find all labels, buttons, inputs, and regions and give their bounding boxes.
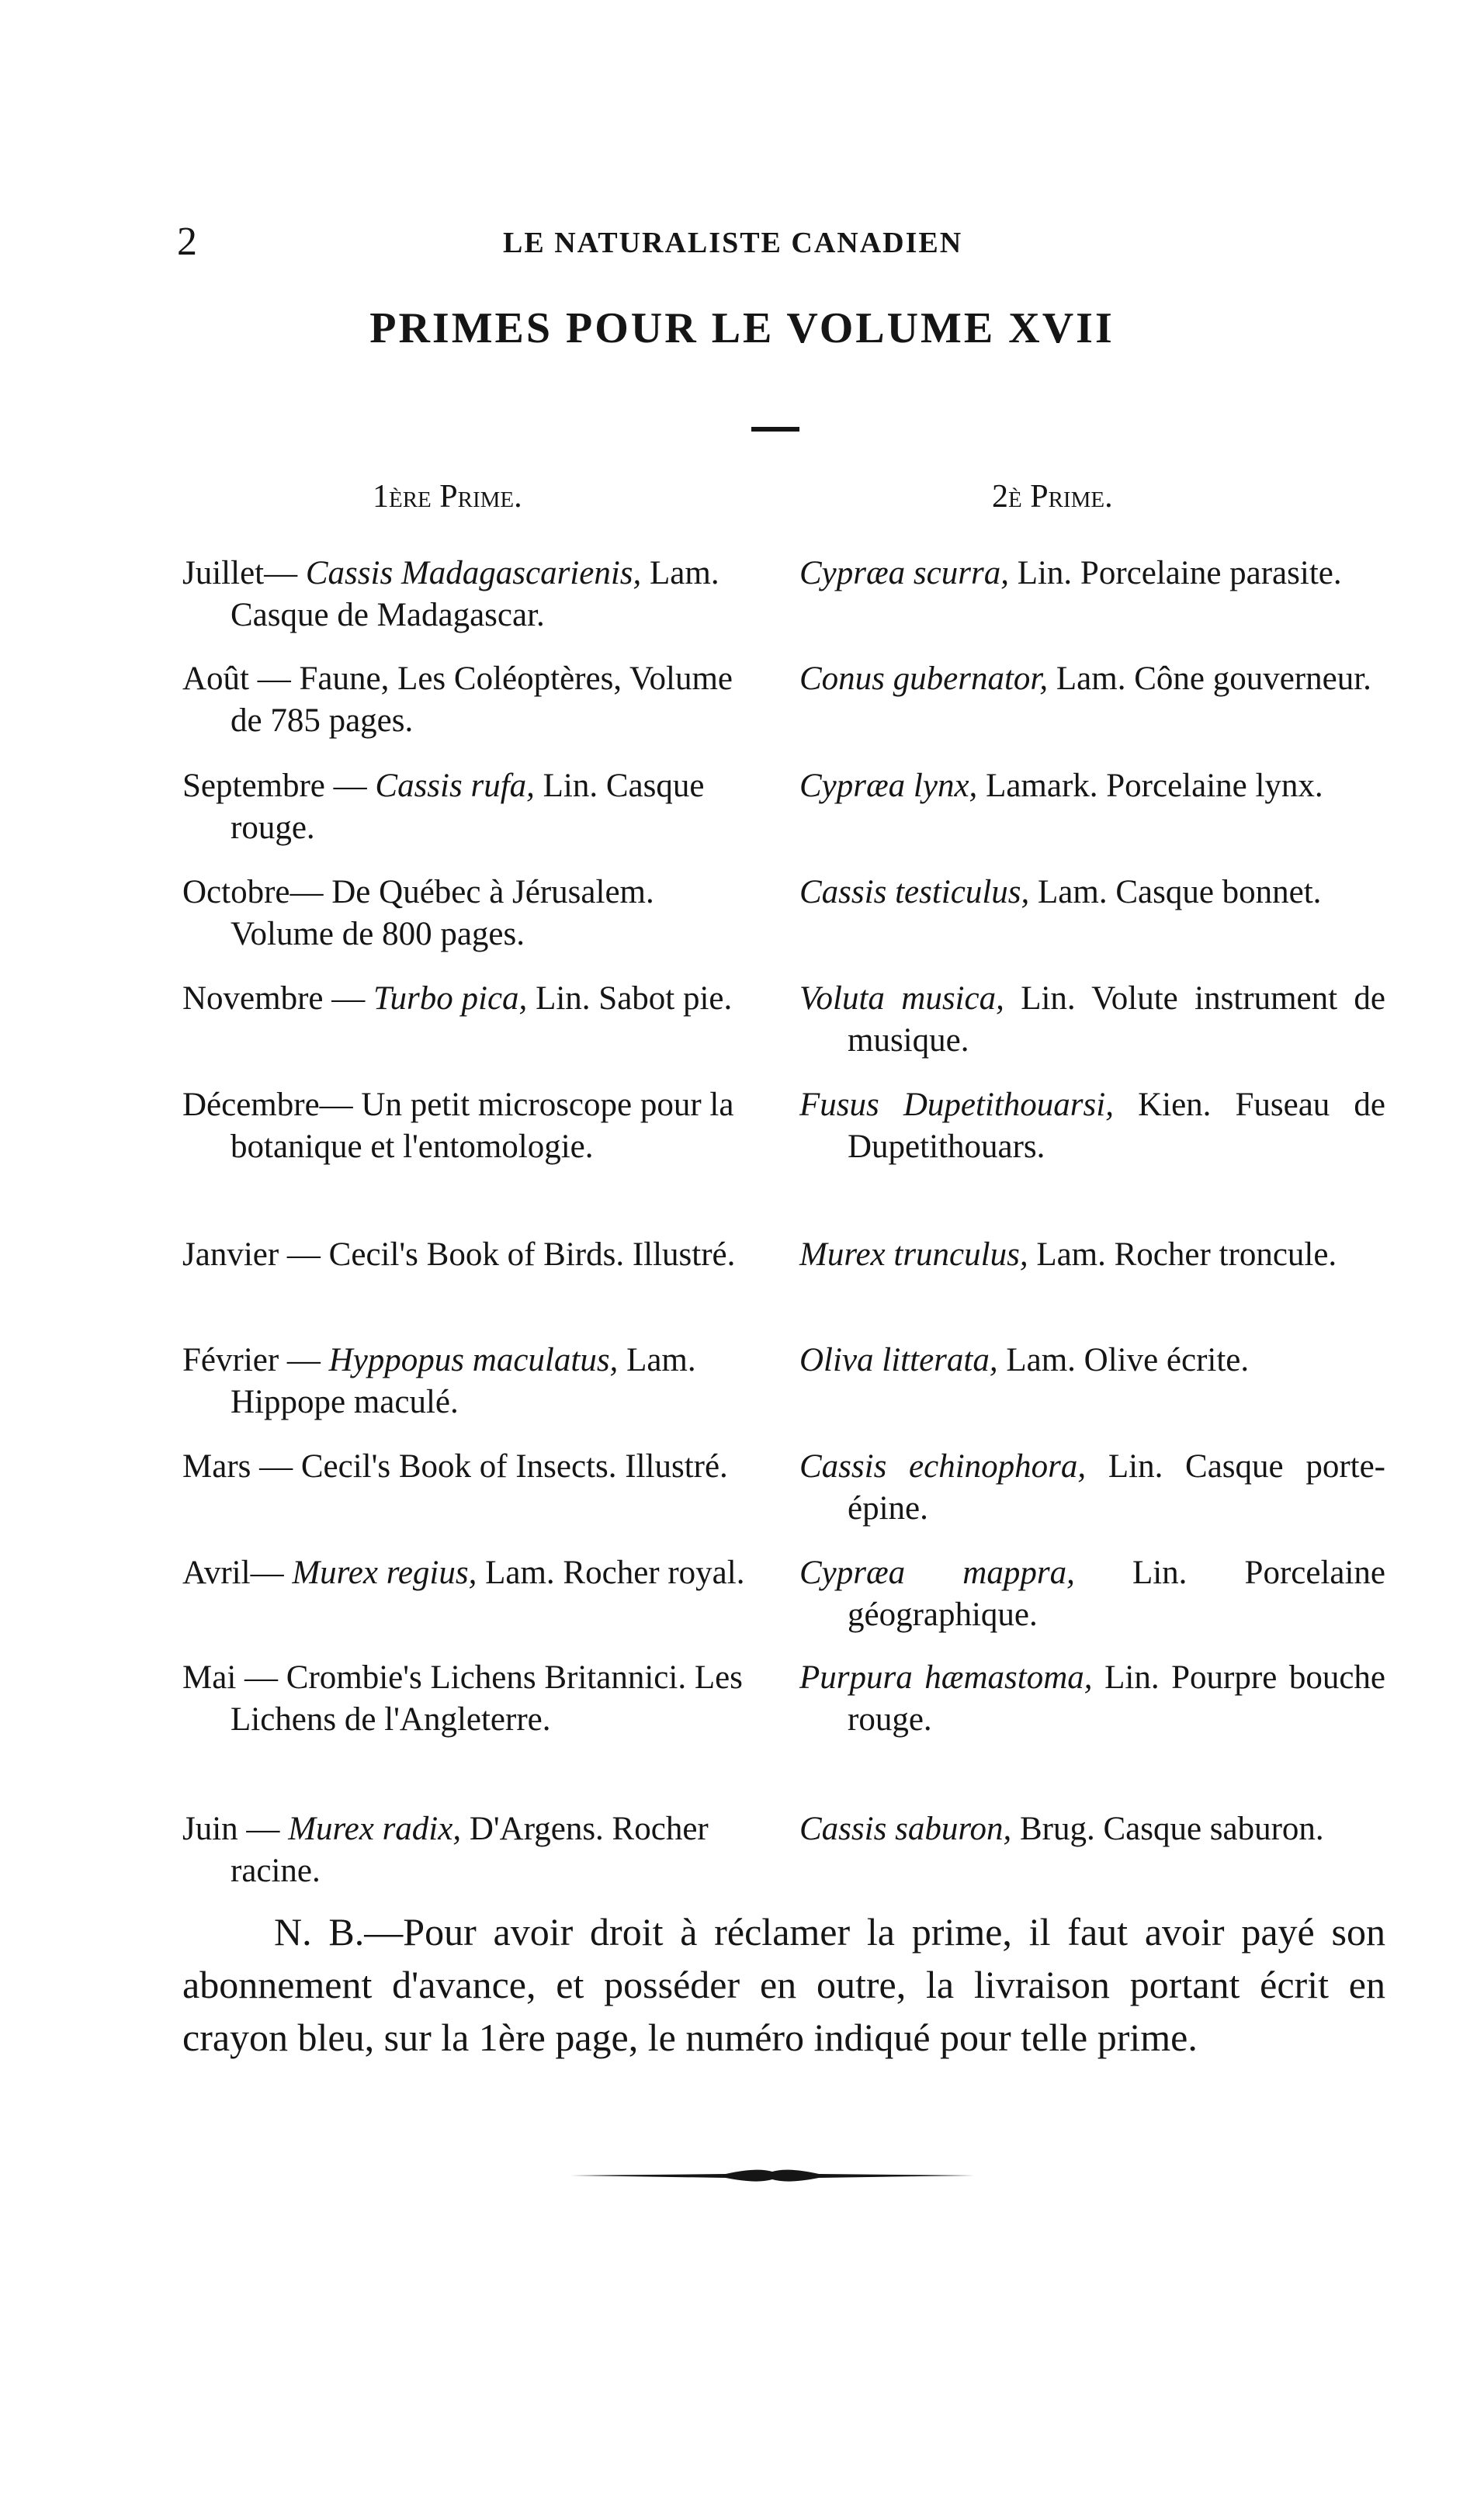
end-ornament [570,2164,974,2187]
second-prize-cell: Cassis echinophora, Lin. Casque porte-épine. [799,1448,1385,1527]
second-prize-cell: Cypræa mappra, Lin. Porcelaine géographique. [799,1555,1386,1633]
first-prize-cell: Mai — Crombie's Lichens Britannici. Les Lichens de l'Angleterre. [182,1659,743,1738]
running-head [177,219,1411,265]
first-prize-heading: 1ère Prime. [373,479,522,515]
second-prize-cell: Cypræa scurra, Lin. Porcelaine parasite. [799,555,1342,591]
nota-bene-paragraph: N. B.—Pour avoir droit à réclamer la prime, il faut avoir payé son abonnement d'avance, et posséder en outre, la livraison portant écrit en crayon bleu, sur la 1ère page, le numéro indiqué pour telle prime. [182,1910,1385,2059]
second-prize-heading: 2è Prime. [992,479,1113,515]
first-prize-cell: Mars — Cecil's Book of Insects. Illustré. [182,1448,728,1485]
first-prize-cell: Janvier — Cecil's Book of Birds. Illustré. [182,1236,736,1273]
first-prize-cell: Avril— Murex regius, Lam. Rocher royal. [182,1555,745,1591]
second-prize-cell: Cypræa lynx, Lamark. Porcelaine lynx. [799,768,1323,804]
first-prize-cell: Juin — Murex radix, D'Argens. Rocher racine. [182,1811,709,1889]
second-prize-cell: Cassis testiculus, Lam. Casque bonnet. [799,874,1322,910]
first-prize-cell: Juillet— Cassis Madagascarienis, Lam. Casque de Madagascar. [182,555,719,633]
first-prize-cell: Février — Hyppopus maculatus, Lam. Hippope maculé. [182,1342,696,1420]
first-prize-cell: Octobre— De Québec à Jérusalem. Volume de 800 pages. [182,874,654,952]
title-rule [751,427,799,432]
journal-title: LE NATURALISTE CANADIEN [503,227,963,259]
second-prize-cell: Conus gubernator, Lam. Cône gouverneur. [799,660,1371,697]
second-prize-cell: Fusus Dupetithouarsi, Kien. Fuseau de Dupetithouars. [799,1087,1385,1165]
first-prize-cell: Décembre— Un petit microscope pour la botanique et l'entomologie. [182,1087,734,1165]
page-title: PRIMES POUR LE VOLUME XVII [369,304,1115,352]
second-prize-cell: Cassis saburon, Brug. Casque saburon. [799,1811,1324,1847]
second-prize-cell: Murex trunculus, Lam. Rocher troncule. [799,1236,1337,1273]
first-prize-cell: Novembre — Turbo pica, Lin. Sabot pie. [182,980,733,1017]
first-prize-cell: Août — Faune, Les Coléoptères, Volume de 785 pages. [182,660,733,739]
second-prize-cell: Purpura hæmastoma, Lin. Pourpre bouche rouge. [799,1659,1386,1738]
page-number: 2 [177,220,197,264]
first-prize-cell: Septembre — Cassis rufa, Lin. Casque rouge. [182,768,705,846]
second-prize-cell: Voluta musica, Lin. Volute instrument de musique. [799,980,1386,1059]
second-prize-cell: Oliva litterata, Lam. Olive écrite. [799,1342,1250,1378]
